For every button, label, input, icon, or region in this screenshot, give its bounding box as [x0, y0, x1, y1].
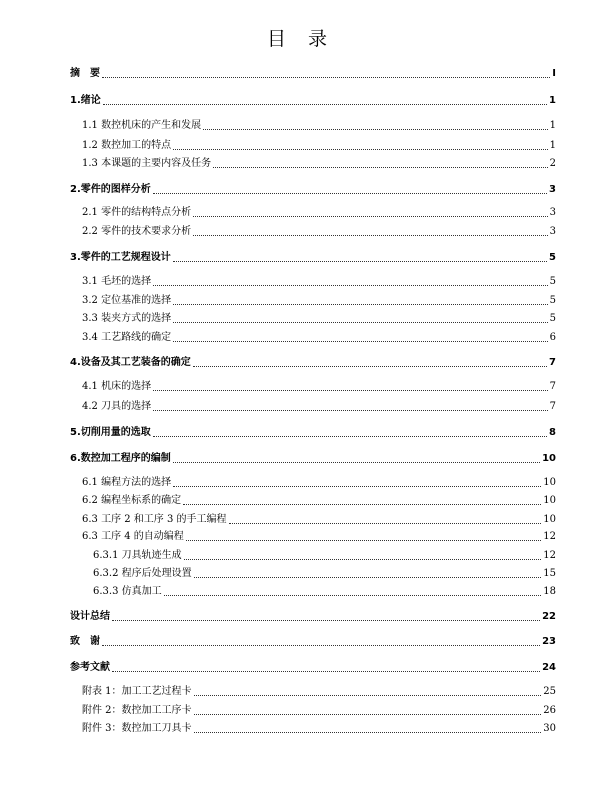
toc-entry[interactable] [82, 203, 556, 219]
toc-entry[interactable] [70, 449, 556, 465]
toc-entry-page-number: 24 [542, 662, 556, 673]
toc-entry-page-number: 25 [543, 686, 556, 697]
dot-leader [112, 671, 540, 672]
dot-leader [203, 129, 548, 130]
toc-entry-title: 1.3 本课题的主要内容及任务 [82, 158, 212, 169]
toc-entry-page-number: 5 [549, 313, 556, 324]
toc-entry-title: 3.零件的工艺规程设计 [70, 252, 171, 263]
toc-entry-page-number: 3 [549, 226, 556, 237]
dot-leader [173, 304, 548, 305]
toc-entry[interactable] [82, 116, 556, 132]
toc-entry-page-number: 8 [549, 427, 556, 438]
dot-leader [173, 341, 548, 342]
toc-entry-page-number: 10 [542, 453, 556, 464]
toc-entry[interactable] [82, 701, 556, 717]
toc-entry[interactable] [82, 682, 556, 698]
toc-entry[interactable] [93, 582, 556, 598]
toc-entry-title: 2.1 零件的结构特点分析 [82, 207, 192, 218]
toc-entry-title: 2.2 零件的技术要求分析 [82, 226, 192, 237]
toc-entry[interactable] [82, 397, 556, 413]
dot-leader [194, 695, 542, 696]
toc-entry-title: 3.3 装夹方式的选择 [82, 313, 172, 324]
dot-leader [173, 149, 548, 150]
toc-entry[interactable] [70, 607, 556, 623]
toc-entry-title: 附件 3：数控加工刀具卡 [82, 723, 192, 734]
toc-entry-title: 摘 要 [70, 68, 100, 79]
toc-entry-page-number: 12 [543, 550, 556, 561]
dot-leader [153, 410, 548, 411]
toc-entry-page-number: 7 [549, 381, 556, 392]
toc-entry-page-number: 2 [549, 158, 556, 169]
dot-leader [153, 285, 548, 286]
dot-leader [193, 216, 548, 217]
toc-entry-title: 附件 2：数控加工工序卡 [82, 705, 192, 716]
toc-entry[interactable] [93, 546, 556, 562]
toc-entry-page-number: 1 [549, 120, 556, 131]
toc-entry-page-number: 10 [543, 495, 556, 506]
toc-entry-title: 设计总结 [70, 611, 110, 622]
toc-entry-page-number: 7 [549, 401, 556, 412]
toc-entry-title: 3.4 工艺路线的确定 [82, 332, 172, 343]
toc-entry[interactable] [70, 180, 556, 196]
toc-entry[interactable] [70, 248, 556, 264]
toc-entry-page-number: 18 [543, 586, 556, 597]
dot-leader [173, 322, 548, 323]
dot-leader [103, 104, 547, 105]
toc-entry-title: 1.1 数控机床的产生和发展 [82, 120, 202, 131]
toc-entry-page-number: 5 [549, 276, 556, 287]
toc-entry[interactable] [82, 291, 556, 307]
dot-leader [164, 595, 542, 596]
dot-leader [153, 390, 548, 391]
toc-entry-title: 致 谢 [70, 636, 100, 647]
toc-entry[interactable] [82, 154, 556, 170]
toc-entry-title: 6.3.2 程序后处理设置 [93, 568, 192, 579]
toc-entry[interactable] [70, 64, 556, 80]
toc-entry[interactable] [93, 564, 556, 580]
toc-entry[interactable] [82, 719, 556, 735]
toc-entry[interactable] [82, 136, 556, 152]
toc-entry[interactable] [70, 353, 556, 369]
toc-entry-page-number: 1 [549, 95, 556, 106]
toc-entry-page-number: 15 [543, 568, 556, 579]
dot-leader [102, 645, 540, 646]
toc-entry[interactable] [82, 473, 556, 489]
page-title: 目 录 [266, 28, 336, 50]
toc-entry-page-number: 6 [549, 332, 556, 343]
dot-leader [186, 540, 541, 541]
toc-entry-title: 1.绪论 [70, 95, 101, 106]
dot-leader [193, 235, 548, 236]
toc-entry-title: 6.3.1 刀具轨迹生成 [93, 550, 182, 561]
toc-entry[interactable] [82, 328, 556, 344]
toc-entry-page-number: 22 [542, 611, 556, 622]
toc-entry[interactable] [70, 91, 556, 107]
toc-entry-page-number: 12 [543, 531, 556, 542]
toc-entry-page-number: 10 [543, 514, 556, 525]
toc-entry-page-number: 3 [549, 207, 556, 218]
toc-entry-title: 6.1 编程方法的选择 [82, 477, 172, 488]
toc-entry[interactable] [70, 423, 556, 439]
toc-entry-page-number: 23 [542, 636, 556, 647]
toc-entry-title: 6.3.3 仿真加工 [93, 586, 162, 597]
toc-entry-title: 6.3 工序 4 的自动编程 [82, 531, 184, 542]
toc-entry-title: 1.2 数控加工的特点 [82, 140, 172, 151]
toc-entry-page-number: 5 [549, 252, 556, 263]
dot-leader [173, 486, 541, 487]
dot-leader [153, 436, 547, 437]
toc-entry-page-number: 7 [549, 357, 556, 368]
toc-entry-title: 6.3 工序 2 和工序 3 的手工编程 [82, 514, 227, 525]
toc-entry[interactable] [82, 309, 556, 325]
toc-entry-title: 4.2 刀具的选择 [82, 401, 152, 412]
dot-leader [173, 261, 547, 262]
toc-entry-title: 附表 1：加工工艺过程卡 [82, 686, 192, 697]
dot-leader [194, 732, 542, 733]
dot-leader [173, 462, 540, 463]
dot-leader [112, 620, 540, 621]
toc-entry-title: 参考文献 [70, 662, 110, 673]
toc-entry-page-number: I [552, 68, 556, 79]
dot-leader [194, 714, 542, 715]
dot-leader [183, 504, 541, 505]
toc-entry-title: 3.2 定位基准的选择 [82, 295, 172, 306]
toc-entry[interactable] [82, 272, 556, 288]
toc-entry-title: 4.1 机床的选择 [82, 381, 152, 392]
toc-entry[interactable] [70, 658, 556, 674]
dot-leader [194, 577, 542, 578]
toc-entry-page-number: 1 [549, 140, 556, 151]
toc-entry[interactable] [82, 527, 556, 543]
toc-entry-title: 2.零件的图样分析 [70, 184, 151, 195]
toc-entry[interactable] [82, 222, 556, 238]
toc-entry[interactable] [82, 510, 556, 526]
toc-entry-title: 3.1 毛坯的选择 [82, 276, 152, 287]
toc-entry-page-number: 26 [543, 705, 556, 716]
dot-leader [213, 167, 548, 168]
toc-entry[interactable] [70, 632, 556, 648]
toc-entry[interactable] [82, 377, 556, 393]
toc-entry[interactable] [82, 491, 556, 507]
toc-entry-title: 6.2 编程坐标系的确定 [82, 495, 182, 506]
toc-entry-page-number: 10 [543, 477, 556, 488]
dot-leader [102, 77, 550, 78]
dot-leader [193, 366, 547, 367]
dot-leader [229, 523, 542, 524]
toc-entry-page-number: 30 [543, 723, 556, 734]
toc-entry-page-number: 3 [549, 184, 556, 195]
toc-entry-title: 4.设备及其工艺装备的确定 [70, 357, 191, 368]
dot-leader [153, 193, 547, 194]
dot-leader [184, 559, 542, 560]
toc-entry-title: 6.数控加工程序的编制 [70, 453, 171, 464]
toc-entry-title: 5.切削用量的选取 [70, 427, 151, 438]
toc-entry-page-number: 5 [549, 295, 556, 306]
